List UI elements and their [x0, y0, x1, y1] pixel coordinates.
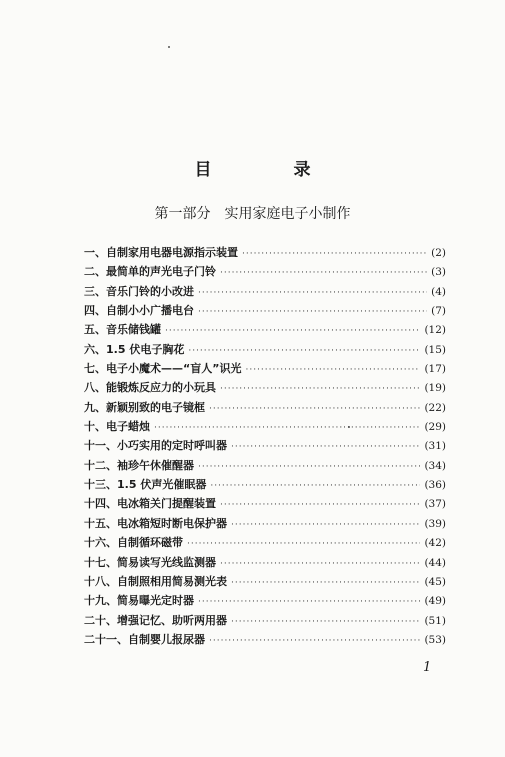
leader-dots: [220, 264, 427, 283]
toc-entry-title: 四、自制小小广播电台: [84, 304, 194, 318]
toc-entry-page: (29): [424, 421, 446, 434]
leader-dots: [220, 555, 420, 574]
toc-entry-page: (4): [431, 285, 446, 298]
toc-entry-title: 十七、简易读写光线监测器: [84, 555, 216, 569]
leader-dots: [245, 361, 420, 380]
toc-entry: [84, 262, 446, 281]
leader-dots: [210, 477, 420, 496]
toc-entry: [84, 630, 446, 649]
part-label: 第一部分: [154, 206, 211, 222]
toc-entry-page: (36): [424, 479, 446, 492]
leader-dots: [209, 632, 420, 651]
toc-entry-page: (17): [424, 363, 446, 376]
toc-entry: [84, 553, 446, 572]
toc-entry: [84, 243, 446, 262]
leader-dots: [242, 245, 427, 264]
toc-entry: [84, 359, 446, 378]
toc-entry-title: 十三、1.5 伏声光催眠器: [84, 478, 207, 492]
leader-dots: [198, 303, 427, 322]
toc-entry-page: (31): [424, 440, 446, 453]
leader-dots: [220, 380, 420, 399]
toc-entry-title: 十四、电冰箱关门提醒装置: [84, 497, 216, 511]
toc-entry-title: 六、1.5 伏电子胸花: [84, 342, 185, 356]
leader-dots: [231, 574, 420, 593]
toc-entry-page: (34): [424, 459, 446, 472]
leader-dots: [198, 284, 427, 303]
toc-entry-page: (51): [424, 614, 446, 627]
leader-dots: [198, 593, 420, 612]
toc-entry: [84, 320, 446, 339]
toc-entry: [84, 436, 446, 455]
toc-entry-title: 九、新颖别致的电子镜框: [84, 400, 205, 414]
leader-dots: [209, 400, 420, 419]
leader-dots: [231, 516, 420, 535]
toc-entry: [84, 475, 446, 494]
part-heading: [0, 203, 505, 223]
page-number: 1: [423, 660, 432, 675]
toc-entry: [84, 533, 446, 552]
toc-entry-title: 二十一、自制婴儿报尿器: [84, 632, 205, 646]
toc-entry-page: (45): [424, 575, 446, 588]
leader-dots: [231, 438, 420, 457]
toc-entry: [84, 456, 446, 475]
toc-entry-title: 十二、袖珍午休催醒器: [84, 458, 194, 472]
toc-entry-title: 二十、增强记忆、助听两用器: [84, 613, 227, 627]
toc-entry-title: 一、自制家用电器电源指示装置: [84, 246, 238, 259]
leader-dots: [198, 458, 420, 477]
toc-entry-title: 十五、电冰箱短时断电保护器: [84, 516, 227, 530]
toc-entry: [84, 514, 446, 533]
toc-entry: [84, 572, 446, 591]
toc-entry-page: (39): [424, 517, 446, 530]
toc-entry-page: (7): [431, 305, 446, 318]
toc-entry-title: 十六、自制循环磁带: [84, 536, 183, 550]
toc-entry-page: (44): [424, 556, 446, 569]
toc-entry-title: 十、电子蜡烛: [84, 420, 150, 434]
leader-dots: [220, 496, 420, 515]
toc-entry: [84, 301, 446, 320]
toc-entry: [84, 494, 446, 513]
toc-entry-page: (15): [424, 343, 446, 356]
part-name: 实用家庭电子小制作: [224, 206, 351, 222]
toc-entry-page: (12): [424, 324, 446, 337]
toc-entry: [84, 611, 446, 630]
toc-entry-page: (2): [431, 247, 446, 259]
toc-entry-title: 二、最简单的声光电子门铃: [84, 265, 216, 279]
toc-entry: [84, 282, 446, 301]
toc-entry-title: 五、音乐储钱罐: [84, 323, 161, 337]
leader-dots: [231, 613, 420, 632]
leader-dots: [187, 535, 420, 554]
toc-entry-page: (3): [431, 266, 446, 279]
toc-entry-title: 十八、自制照相用简易测光表: [84, 574, 227, 588]
toc-entry-title: 七、电子小魔术——“盲人”识光: [84, 362, 242, 376]
table-of-contents: [84, 243, 446, 649]
toc-entry-page: (19): [424, 382, 446, 395]
toc-entry-title: 三、音乐门铃的小改进: [84, 284, 194, 298]
toc-entry-page: (42): [424, 537, 446, 550]
toc-entry: [84, 398, 446, 417]
toc-entry: [84, 417, 446, 436]
toc-entry-page: (53): [424, 633, 446, 646]
leader-dots: [165, 322, 420, 341]
scan-speck: [168, 46, 170, 48]
toc-entry: [84, 378, 446, 397]
toc-entry: [84, 340, 446, 359]
toc-entry-title: 十一、小巧实用的定时呼叫器: [84, 439, 227, 453]
toc-entry-title: 十九、简易曝光定时器: [84, 594, 194, 608]
toc-entry: [84, 591, 446, 610]
page-title: 目 录: [194, 160, 349, 180]
toc-entry-title: 八、能锻炼反应力的小玩具: [84, 381, 216, 395]
toc-entry-page: (37): [424, 498, 446, 511]
toc-entry-page: (49): [424, 595, 446, 608]
toc-entry-page: (22): [424, 401, 446, 414]
